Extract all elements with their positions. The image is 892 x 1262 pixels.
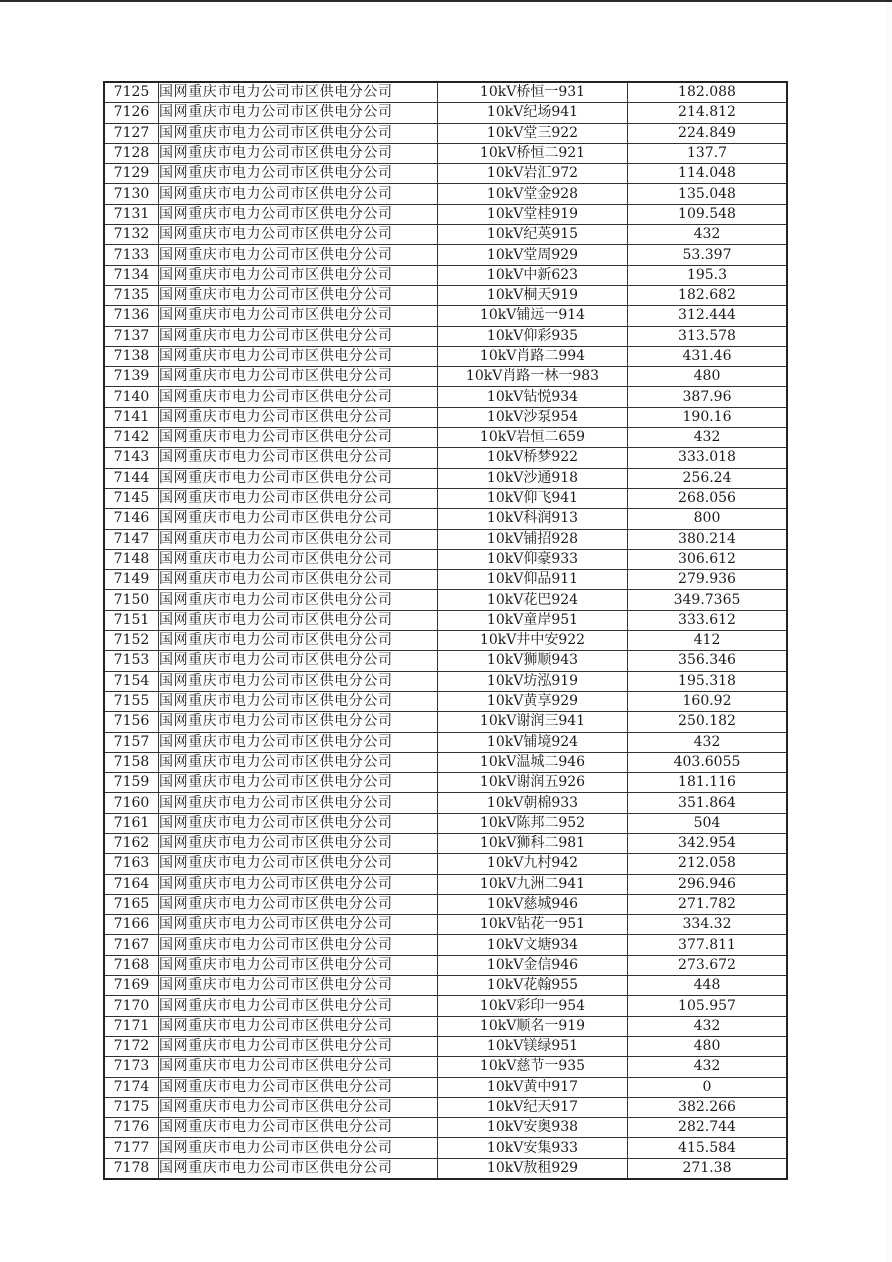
value-cell: 412 [628, 631, 788, 651]
table-row [104, 773, 787, 793]
table-row [104, 631, 787, 651]
value-cell: 333.018 [628, 448, 788, 468]
value-cell: 333.612 [628, 610, 788, 630]
row-id-cell: 7170 [104, 996, 159, 1016]
organization-cell: 国网重庆市电力公司市区供电分公司 [159, 306, 438, 326]
organization-cell: 国网重庆市电力公司市区供电分公司 [159, 387, 438, 407]
page-right-margin [886, 2, 892, 1262]
value-cell: 432 [628, 428, 788, 448]
organization-cell: 国网重庆市电力公司市区供电分公司 [159, 143, 438, 163]
table-row [104, 103, 787, 123]
value-cell: 214.812 [628, 103, 788, 123]
row-id-cell: 7164 [104, 874, 159, 894]
organization-cell: 国网重庆市电力公司市区供电分公司 [159, 1158, 438, 1179]
row-id-cell: 7144 [104, 468, 159, 488]
value-cell: 137.7 [628, 143, 788, 163]
organization-cell: 国网重庆市电力公司市区供电分公司 [159, 225, 438, 245]
row-id-cell: 7154 [104, 671, 159, 691]
value-cell: 271.782 [628, 894, 788, 914]
table-row [104, 793, 787, 813]
organization-cell: 国网重庆市电力公司市区供电分公司 [159, 123, 438, 143]
organization-cell: 国网重庆市电力公司市区供电分公司 [159, 793, 438, 813]
value-cell: 109.548 [628, 204, 788, 224]
organization-cell: 国网重庆市电力公司市区供电分公司 [159, 367, 438, 387]
row-id-cell: 7137 [104, 326, 159, 346]
value-cell: 190.16 [628, 407, 788, 427]
value-cell: 271.38 [628, 1158, 788, 1179]
feeder-line-cell: 10kV狮科二981 [438, 833, 628, 853]
row-id-cell: 7138 [104, 346, 159, 366]
feeder-line-cell: 10kV堂金928 [438, 184, 628, 204]
row-id-cell: 7172 [104, 1036, 159, 1056]
organization-cell: 国网重庆市电力公司市区供电分公司 [159, 82, 438, 103]
table-row [104, 1016, 787, 1036]
feeder-line-cell: 10kV仰彩935 [438, 326, 628, 346]
feeder-line-cell: 10kV九洲二941 [438, 874, 628, 894]
feeder-line-cell: 10kV铺招928 [438, 529, 628, 549]
feeder-line-cell: 10kV仰品911 [438, 570, 628, 590]
organization-cell: 国网重庆市电力公司市区供电分公司 [159, 590, 438, 610]
value-cell: 312.444 [628, 306, 788, 326]
row-id-cell: 7142 [104, 428, 159, 448]
table-row [104, 184, 787, 204]
value-cell: 480 [628, 367, 788, 387]
organization-cell: 国网重庆市电力公司市区供电分公司 [159, 1097, 438, 1117]
table-row [104, 509, 787, 529]
row-id-cell: 7176 [104, 1118, 159, 1138]
value-cell: 382.266 [628, 1097, 788, 1117]
feeder-line-cell: 10kV中新623 [438, 265, 628, 285]
row-id-cell: 7146 [104, 509, 159, 529]
feeder-line-cell: 10kV桐天919 [438, 285, 628, 305]
table-row [104, 387, 787, 407]
feeder-line-cell: 10kV钻悦934 [438, 387, 628, 407]
organization-cell: 国网重庆市电力公司市区供电分公司 [159, 854, 438, 874]
row-id-cell: 7126 [104, 103, 159, 123]
organization-cell: 国网重庆市电力公司市区供电分公司 [159, 833, 438, 853]
row-id-cell: 7178 [104, 1158, 159, 1179]
value-cell: 415.584 [628, 1138, 788, 1158]
row-id-cell: 7129 [104, 164, 159, 184]
table-row [104, 1057, 787, 1077]
table-row [104, 367, 787, 387]
feeder-line-cell: 10kV顺名一919 [438, 1016, 628, 1036]
organization-cell: 国网重庆市电力公司市区供电分公司 [159, 529, 438, 549]
row-id-cell: 7161 [104, 813, 159, 833]
value-cell: 195.3 [628, 265, 788, 285]
value-cell: 250.182 [628, 712, 788, 732]
value-cell: 403.6055 [628, 752, 788, 772]
table-row [104, 732, 787, 752]
value-cell: 448 [628, 976, 788, 996]
organization-cell: 国网重庆市电力公司市区供电分公司 [159, 1036, 438, 1056]
organization-cell: 国网重庆市电力公司市区供电分公司 [159, 976, 438, 996]
feeder-line-cell: 10kV谢润五926 [438, 773, 628, 793]
feeder-line-cell: 10kV桥恒二921 [438, 143, 628, 163]
table-row [104, 813, 787, 833]
table-row [104, 976, 787, 996]
value-cell: 387.96 [628, 387, 788, 407]
value-cell: 313.578 [628, 326, 788, 346]
row-id-cell: 7135 [104, 285, 159, 305]
value-cell: 356.346 [628, 651, 788, 671]
row-id-cell: 7153 [104, 651, 159, 671]
table-row [104, 590, 787, 610]
row-id-cell: 7150 [104, 590, 159, 610]
feeder-line-cell: 10kV九村942 [438, 854, 628, 874]
organization-cell: 国网重庆市电力公司市区供电分公司 [159, 509, 438, 529]
row-id-cell: 7167 [104, 935, 159, 955]
organization-cell: 国网重庆市电力公司市区供电分公司 [159, 651, 438, 671]
table-row [104, 691, 787, 711]
feeder-line-cell: 10kV慈节一935 [438, 1057, 628, 1077]
feeder-line-cell: 10kV温城二946 [438, 752, 628, 772]
row-id-cell: 7157 [104, 732, 159, 752]
feeder-line-cell: 10kV狮顺943 [438, 651, 628, 671]
organization-cell: 国网重庆市电力公司市区供电分公司 [159, 671, 438, 691]
table-row [104, 752, 787, 772]
feeder-line-cell: 10kV堂三922 [438, 123, 628, 143]
feeder-line-cell: 10kV黄享929 [438, 691, 628, 711]
value-cell: 349.7365 [628, 590, 788, 610]
row-id-cell: 7151 [104, 610, 159, 630]
feeder-line-cell: 10kV花巴924 [438, 590, 628, 610]
organization-cell: 国网重庆市电力公司市区供电分公司 [159, 691, 438, 711]
page-top-border [0, 0, 892, 2]
organization-cell: 国网重庆市电力公司市区供电分公司 [159, 428, 438, 448]
value-cell: 160.92 [628, 691, 788, 711]
feeder-line-cell: 10kV肖路二994 [438, 346, 628, 366]
row-id-cell: 7127 [104, 123, 159, 143]
organization-cell: 国网重庆市电力公司市区供电分公司 [159, 488, 438, 508]
row-id-cell: 7134 [104, 265, 159, 285]
table-body [104, 82, 787, 1179]
table-row [104, 915, 787, 935]
organization-cell: 国网重庆市电力公司市区供电分公司 [159, 103, 438, 123]
organization-cell: 国网重庆市电力公司市区供电分公司 [159, 610, 438, 630]
table-row [104, 894, 787, 914]
organization-cell: 国网重庆市电力公司市区供电分公司 [159, 773, 438, 793]
row-id-cell: 7132 [104, 225, 159, 245]
organization-cell: 国网重庆市电力公司市区供电分公司 [159, 894, 438, 914]
feeder-line-cell: 10kV岩汇972 [438, 164, 628, 184]
feeder-line-cell: 10kV彩印一954 [438, 996, 628, 1016]
value-cell: 135.048 [628, 184, 788, 204]
table-row [104, 955, 787, 975]
row-id-cell: 7173 [104, 1057, 159, 1077]
value-cell: 380.214 [628, 529, 788, 549]
table-row [104, 610, 787, 630]
value-cell: 306.612 [628, 549, 788, 569]
table-row [104, 123, 787, 143]
value-cell: 432 [628, 732, 788, 752]
value-cell: 273.672 [628, 955, 788, 975]
table-row [104, 996, 787, 1016]
feeder-line-cell: 10kV科润913 [438, 509, 628, 529]
organization-cell: 国网重庆市电力公司市区供电分公司 [159, 752, 438, 772]
value-cell: 432 [628, 225, 788, 245]
value-cell: 182.088 [628, 82, 788, 103]
feeder-line-cell: 10kV仰豪933 [438, 549, 628, 569]
table-row [104, 833, 787, 853]
feeder-line-cell: 10kV桥恒一931 [438, 82, 628, 103]
table-row [104, 428, 787, 448]
row-id-cell: 7160 [104, 793, 159, 813]
table-row [104, 468, 787, 488]
row-id-cell: 7148 [104, 549, 159, 569]
feeder-line-cell: 10kV花翰955 [438, 976, 628, 996]
feeder-line-cell: 10kV敖租929 [438, 1158, 628, 1179]
organization-cell: 国网重庆市电力公司市区供电分公司 [159, 448, 438, 468]
value-cell: 182.682 [628, 285, 788, 305]
row-id-cell: 7125 [104, 82, 159, 103]
table-row [104, 225, 787, 245]
table-row [104, 346, 787, 366]
feeder-line-cell: 10kV纪英915 [438, 225, 628, 245]
organization-cell: 国网重庆市电力公司市区供电分公司 [159, 1057, 438, 1077]
row-id-cell: 7169 [104, 976, 159, 996]
table-row [104, 245, 787, 265]
table-row [104, 488, 787, 508]
row-id-cell: 7166 [104, 915, 159, 935]
value-cell: 0 [628, 1077, 788, 1097]
table-row [104, 82, 787, 103]
row-id-cell: 7133 [104, 245, 159, 265]
row-id-cell: 7149 [104, 570, 159, 590]
row-id-cell: 7136 [104, 306, 159, 326]
row-id-cell: 7140 [104, 387, 159, 407]
organization-cell: 国网重庆市电力公司市区供电分公司 [159, 955, 438, 975]
row-id-cell: 7143 [104, 448, 159, 468]
value-cell: 114.048 [628, 164, 788, 184]
value-cell: 212.058 [628, 854, 788, 874]
feeder-line-cell: 10kV铺境924 [438, 732, 628, 752]
feeder-line-cell: 10kV镁绿951 [438, 1036, 628, 1056]
table-row [104, 164, 787, 184]
value-cell: 432 [628, 1016, 788, 1036]
feeder-line-cell: 10kV沙泵954 [438, 407, 628, 427]
value-cell: 268.056 [628, 488, 788, 508]
organization-cell: 国网重庆市电力公司市区供电分公司 [159, 570, 438, 590]
feeder-line-cell: 10kV坊泓919 [438, 671, 628, 691]
feeder-line-cell: 10kV桥梦922 [438, 448, 628, 468]
organization-cell: 国网重庆市电力公司市区供电分公司 [159, 265, 438, 285]
table-row [104, 306, 787, 326]
table-row [104, 712, 787, 732]
feeder-line-cell: 10kV谢润三941 [438, 712, 628, 732]
row-id-cell: 7141 [104, 407, 159, 427]
feeder-line-cell: 10kV慈城946 [438, 894, 628, 914]
table-row [104, 1158, 787, 1179]
row-id-cell: 7174 [104, 1077, 159, 1097]
table-row [104, 448, 787, 468]
row-id-cell: 7162 [104, 833, 159, 853]
row-id-cell: 7155 [104, 691, 159, 711]
feeder-line-cell: 10kV钻花一951 [438, 915, 628, 935]
row-id-cell: 7152 [104, 631, 159, 651]
row-id-cell: 7145 [104, 488, 159, 508]
row-id-cell: 7165 [104, 894, 159, 914]
organization-cell: 国网重庆市电力公司市区供电分公司 [159, 1138, 438, 1158]
row-id-cell: 7171 [104, 1016, 159, 1036]
row-id-cell: 7168 [104, 955, 159, 975]
feeder-line-cell: 10kV黄中917 [438, 1077, 628, 1097]
value-cell: 282.744 [628, 1118, 788, 1138]
value-cell: 296.946 [628, 874, 788, 894]
organization-cell: 国网重庆市电力公司市区供电分公司 [159, 549, 438, 569]
feeder-line-cell: 10kV沙通918 [438, 468, 628, 488]
table-row [104, 651, 787, 671]
value-cell: 432 [628, 1057, 788, 1077]
value-cell: 342.954 [628, 833, 788, 853]
row-id-cell: 7158 [104, 752, 159, 772]
value-cell: 256.24 [628, 468, 788, 488]
feeder-line-cell: 10kV堂桂919 [438, 204, 628, 224]
organization-cell: 国网重庆市电力公司市区供电分公司 [159, 164, 438, 184]
row-id-cell: 7130 [104, 184, 159, 204]
table-row [104, 1118, 787, 1138]
value-cell: 105.957 [628, 996, 788, 1016]
feeder-line-cell: 10kV文塘934 [438, 935, 628, 955]
value-cell: 224.849 [628, 123, 788, 143]
organization-cell: 国网重庆市电力公司市区供电分公司 [159, 468, 438, 488]
table-row [104, 570, 787, 590]
organization-cell: 国网重庆市电力公司市区供电分公司 [159, 1118, 438, 1138]
value-cell: 279.936 [628, 570, 788, 590]
row-id-cell: 7131 [104, 204, 159, 224]
value-cell: 377.811 [628, 935, 788, 955]
table-row [104, 529, 787, 549]
table-row [104, 1097, 787, 1117]
organization-cell: 国网重庆市电力公司市区供电分公司 [159, 915, 438, 935]
table-row [104, 265, 787, 285]
feeder-line-cell: 10kV堂周929 [438, 245, 628, 265]
table-row [104, 1138, 787, 1158]
feeder-line-cell: 10kV铺远一914 [438, 306, 628, 326]
feeder-line-cell: 10kV肖路一林一983 [438, 367, 628, 387]
feeder-line-cell: 10kV纪天917 [438, 1097, 628, 1117]
feeder-line-cell: 10kV岩恒二659 [438, 428, 628, 448]
table-row [104, 935, 787, 955]
organization-cell: 国网重庆市电力公司市区供电分公司 [159, 874, 438, 894]
feeder-line-cell: 10kV陈邦二952 [438, 813, 628, 833]
row-id-cell: 7128 [104, 143, 159, 163]
value-cell: 351.864 [628, 793, 788, 813]
feeder-line-cell: 10kV安集933 [438, 1138, 628, 1158]
feeder-line-cell: 10kV纪场941 [438, 103, 628, 123]
value-cell: 431.46 [628, 346, 788, 366]
table-row [104, 854, 787, 874]
organization-cell: 国网重庆市电力公司市区供电分公司 [159, 935, 438, 955]
organization-cell: 国网重庆市电力公司市区供电分公司 [159, 1016, 438, 1036]
table-row [104, 326, 787, 346]
organization-cell: 国网重庆市电力公司市区供电分公司 [159, 407, 438, 427]
row-id-cell: 7147 [104, 529, 159, 549]
table-row [104, 1077, 787, 1097]
value-cell: 195.318 [628, 671, 788, 691]
organization-cell: 国网重庆市电力公司市区供电分公司 [159, 732, 438, 752]
organization-cell: 国网重庆市电力公司市区供电分公司 [159, 326, 438, 346]
row-id-cell: 7163 [104, 854, 159, 874]
table-row [104, 407, 787, 427]
organization-cell: 国网重庆市电力公司市区供电分公司 [159, 204, 438, 224]
table-row [104, 285, 787, 305]
value-cell: 800 [628, 509, 788, 529]
organization-cell: 国网重庆市电力公司市区供电分公司 [159, 996, 438, 1016]
organization-cell: 国网重庆市电力公司市区供电分公司 [159, 813, 438, 833]
feeder-line-cell: 10kV金信946 [438, 955, 628, 975]
value-cell: 53.397 [628, 245, 788, 265]
value-cell: 504 [628, 813, 788, 833]
feeder-capacity-table [103, 81, 788, 1180]
table-row [104, 143, 787, 163]
value-cell: 181.116 [628, 773, 788, 793]
row-id-cell: 7156 [104, 712, 159, 732]
feeder-line-cell: 10kV童岸951 [438, 610, 628, 630]
feeder-line-cell: 10kV仰飞941 [438, 488, 628, 508]
feeder-line-cell: 10kV井中安922 [438, 631, 628, 651]
feeder-line-cell: 10kV朝棉933 [438, 793, 628, 813]
organization-cell: 国网重庆市电力公司市区供电分公司 [159, 285, 438, 305]
organization-cell: 国网重庆市电力公司市区供电分公司 [159, 631, 438, 651]
row-id-cell: 7159 [104, 773, 159, 793]
row-id-cell: 7139 [104, 367, 159, 387]
organization-cell: 国网重庆市电力公司市区供电分公司 [159, 346, 438, 366]
organization-cell: 国网重庆市电力公司市区供电分公司 [159, 712, 438, 732]
organization-cell: 国网重庆市电力公司市区供电分公司 [159, 1077, 438, 1097]
row-id-cell: 7177 [104, 1138, 159, 1158]
table-row [104, 1036, 787, 1056]
organization-cell: 国网重庆市电力公司市区供电分公司 [159, 184, 438, 204]
table-row [104, 874, 787, 894]
table-row [104, 204, 787, 224]
table-row [104, 549, 787, 569]
feeder-line-cell: 10kV安奥938 [438, 1118, 628, 1138]
table-row [104, 671, 787, 691]
organization-cell: 国网重庆市电力公司市区供电分公司 [159, 245, 438, 265]
row-id-cell: 7175 [104, 1097, 159, 1117]
value-cell: 480 [628, 1036, 788, 1056]
value-cell: 334.32 [628, 915, 788, 935]
